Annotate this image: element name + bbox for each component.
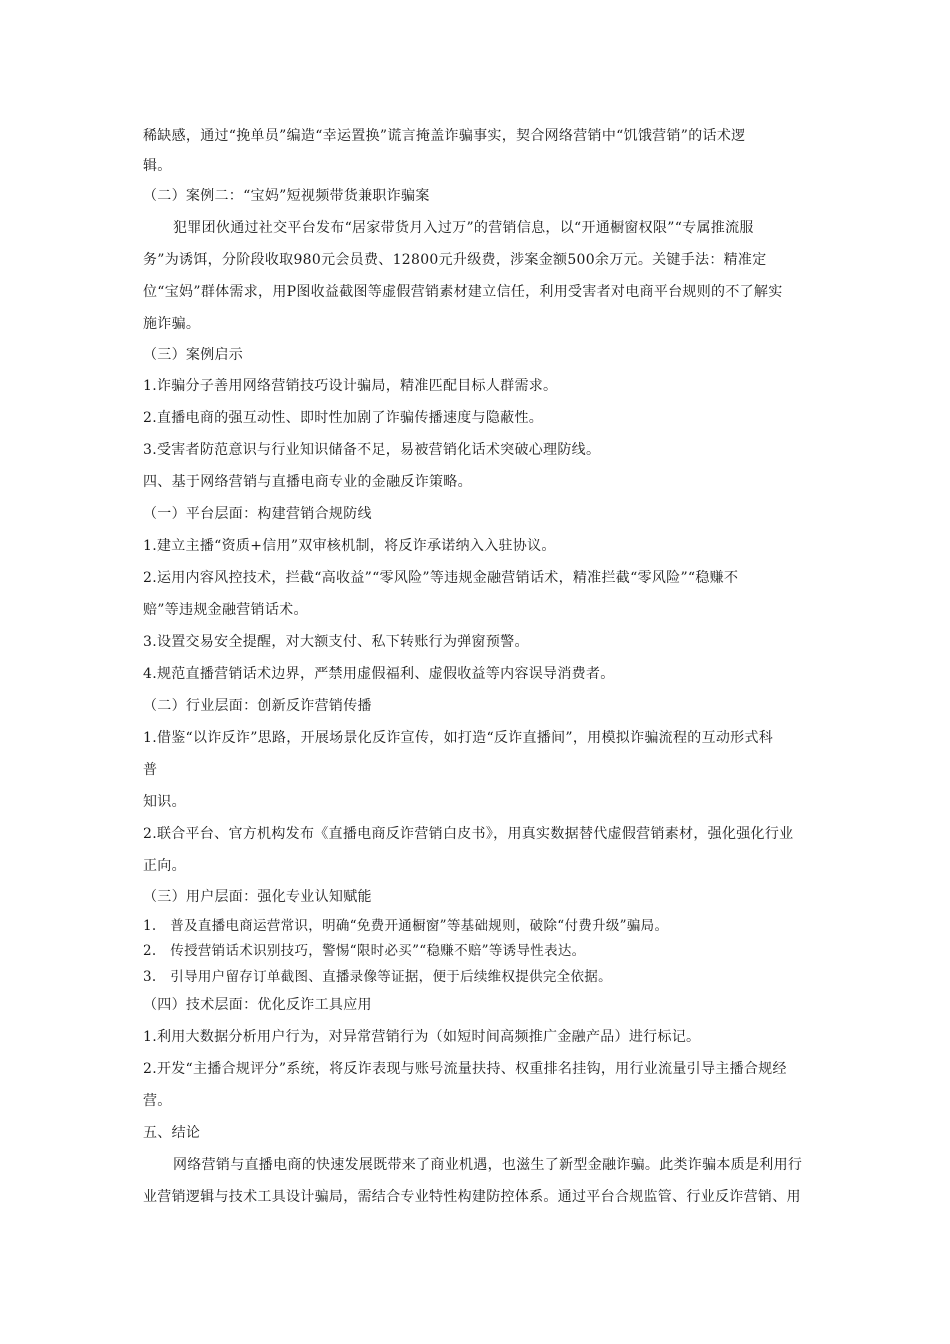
list-item: 2.直播电商的强互动性、即时性加剧了诈骗传播速度与隐蔽性。 <box>143 410 544 426</box>
list-item: 2. 传授营销话术识别技巧，警惕“限时必买”“稳赚不赔”等诱导性表达。 <box>143 943 586 959</box>
list-item: 1.诈骗分子善用网络营销技巧设计骗局，精准匹配目标人群需求。 <box>143 378 558 394</box>
list-item: 2.联合平台、官方机构发布《直播电商反诈营销白皮书》，用真实数据替代虚假营销素材，强化强化行业 <box>143 826 794 842</box>
list-item: 知识。 <box>143 794 186 810</box>
list-item: 2.运用内容风控技术，拦截“高收益”“零风险”等违规金融营销话术，精准拦截“零风险”“稳赚不 <box>143 570 739 586</box>
paragraph-line: 施诈骗。 <box>143 316 201 332</box>
list-item: 1.借鉴“以诈反诈”思路，开展场景化反诈宣传，如打造“反诈直播间”，用模拟诈骗流程的互动形式科 <box>143 730 774 746</box>
list-item: 2.开发“主播合规评分”系统，将反诈表现与账号流量扶持、权重排名挂钩，用行业流量引导主播合规经 <box>143 1061 787 1077</box>
paragraph-line: 稀缺感，通过“挽单员”编造“幸运置换”谎言掩盖诈骗事实，契合网络营销中“饥饿营销”的话术逻 <box>143 128 746 144</box>
paragraph-line: 业营销逻辑与技术工具设计骗局，需结合专业特性构建防控体系。通过平台合规监管、行业反诈营销、用 <box>143 1189 801 1205</box>
paragraph-line: 务”为诱饵，分阶段收取980元会员费、12800元升级费，涉案金额500余万元。关键手法：精准定 <box>143 252 767 268</box>
list-item: 赔”等违规金融营销话术。 <box>143 602 308 618</box>
list-item: 1.利用大数据分析用户行为，对异常营销行为（如短时间高频推广金融产品）进行标记。 <box>143 1029 701 1045</box>
paragraph-line: 犯罪团伙通过社交平台发布“居家带货月入过万”的营销信息，以“开通橱窗权限”“专属推流服 <box>173 220 754 236</box>
list-item: 1.建立主播“资质+信用”双审核机制，将反诈承诺纳入入驻协议。 <box>143 538 556 554</box>
section-heading: （三）用户层面：强化专业认知赋能 <box>143 889 372 905</box>
paragraph-line: 辑。 <box>143 158 172 174</box>
list-item: 正向。 <box>143 858 186 874</box>
section-heading: （四）技术层面：优化反诈工具应用 <box>143 997 372 1013</box>
list-item: 普 <box>143 762 158 778</box>
section-heading: （一）平台层面：构建营销合规防线 <box>143 506 372 522</box>
section-heading: （二）行业层面：创新反诈营销传播 <box>143 698 372 714</box>
list-item: 营。 <box>143 1093 172 1109</box>
list-item: 4.规范直播营销话术边界，严禁用虚假福利、虚假收益等内容误导消费者。 <box>143 666 615 682</box>
list-item: 1. 普及直播电商运营常识，明确“免费开通橱窗”等基础规则，破除“付费升级”骗局。 <box>143 918 669 934</box>
section-heading: （二）案例二：“宝妈”短视频带货兼职诈骗案 <box>143 188 430 204</box>
section-heading: 五、结论 <box>143 1125 201 1141</box>
list-item: 3. 引导用户留存订单截图、直播录像等证据，便于后续维权提供完全依据。 <box>143 969 612 985</box>
section-heading: （三）案例启示 <box>143 347 244 363</box>
paragraph-line: 网络营销与直播电商的快速发展既带来了商业机遇，也滋生了新型金融诈骗。此类诈骗本质是利用行 <box>173 1157 803 1173</box>
paragraph-line: 位“宝妈”群体需求，用P图收益截图等虚假营销素材建立信任，利用受害者对电商平台规则的不了解实 <box>143 284 783 300</box>
list-item: 3.设置交易安全提醒，对大额支付、私下转账行为弹窗预警。 <box>143 634 529 650</box>
list-item: 3.受害者防范意识与行业知识储备不足，易被营销化话术突破心理防线。 <box>143 442 601 458</box>
section-heading: 四、基于网络营销与直播电商专业的金融反诈策略。 <box>143 474 472 490</box>
